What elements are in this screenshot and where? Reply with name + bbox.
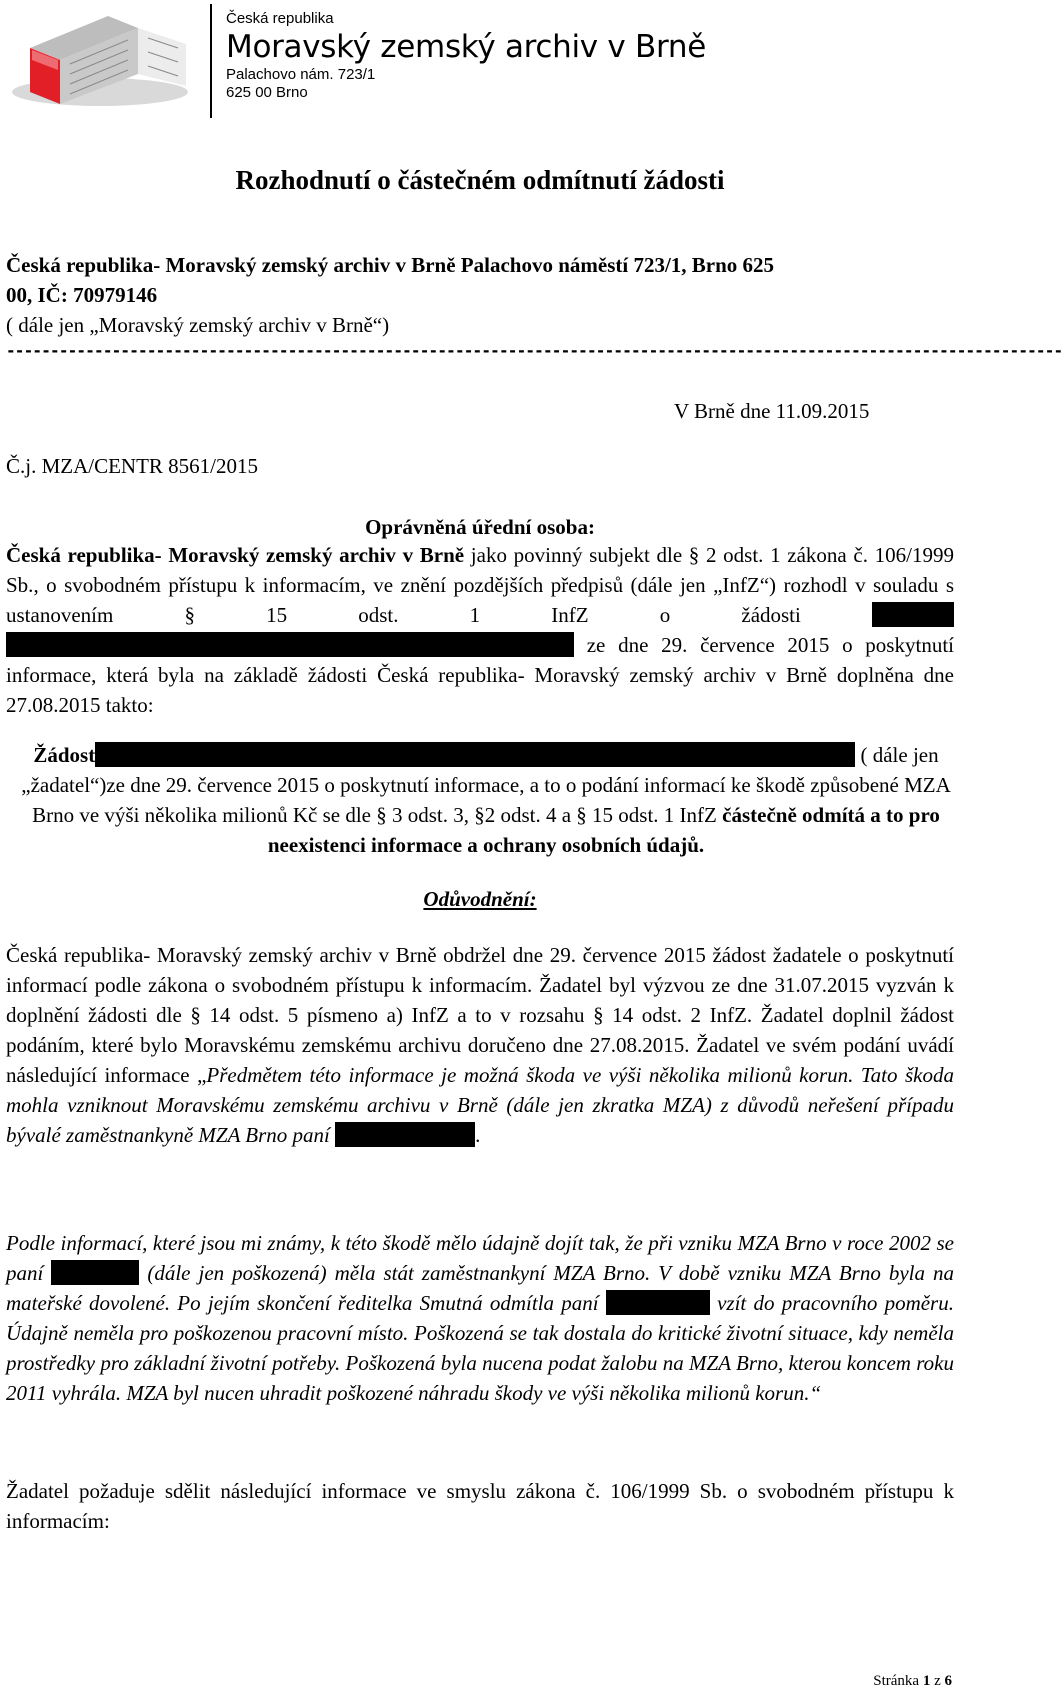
- header-country: Česká republika: [226, 10, 334, 27]
- header-text: [226, 10, 706, 102]
- authorized-subject: Česká republika- Moravský zemský archiv v Brně: [6, 543, 465, 567]
- reasoning-text-end: .: [475, 1123, 481, 1147]
- issuer-line2: 00, IČ: 70979146: [6, 283, 158, 307]
- authorized-heading: Oprávněná úřední osoba:: [365, 515, 595, 539]
- decision-text: ( dále jen „žadatel“)ze dne 29. července 2015 o poskytnutí informace, a to o podání informací ke škodě způsobené MZA Brno ve výši několika milionů Kč se dle § 3 odst. 3, §2 odst. 4 a § 15 odst. 1 InfZ: [21, 743, 951, 827]
- header-divider: [210, 4, 212, 118]
- quote-text-c: vzít do pracovního poměru. Údajně neměla pro poškozenou pracovní místo. Poškozená se tak dostala do kritické životní situace, kdy neměla prostředky pro základní životní potřeby. Poškozená byla nucena podat žalobu na MZA Brno, kterou koncem roku 2011 vyhrála. MZA byl nucen uhradit poškozené náhradu škody ve výši několika milionů korun.“: [6, 1291, 954, 1405]
- quote-paragraph: [6, 1228, 954, 1408]
- reasoning-quote-start: Předmětem této informace je možná škoda ve výši několika milionů korun. Tato škoda mohla vzniknout Moravskému zemskému archivu v Brně (dále jen zkratka MZA) z důvodů neřešení případu bývalé zaměstnankyně MZA Brno paní: [6, 1063, 954, 1147]
- decision-label: Žádost: [33, 743, 96, 767]
- header-institution: Moravský zemský archiv v Brně: [226, 29, 706, 65]
- decision-paragraph: [18, 740, 954, 860]
- decision-conclusion: částečně odmítá a to pro neexistenci informace a ochrany osobních údajů.: [267, 803, 940, 857]
- header-address-line1: Palachovo nám. 723/1: [226, 66, 376, 83]
- redaction-block: [872, 602, 954, 627]
- page-total: 6: [944, 1673, 952, 1689]
- separator-line: ------------------------------------------------------------------------------------------------------------------------: [6, 341, 1062, 360]
- date-line: V Brně dne 11.09.2015: [674, 399, 870, 423]
- reasoning-text: Česká republika- Moravský zemský archiv v Brně obdržel dne 29. července 2015 žádost žadatele o poskytnutí informací podle zákona o svobodném přístupu k informacím. Žadatel byl výzvou ze dne 31.07.2015 vyzván k doplnění žádosti dle § 14 odst. 5 písmeno a) InfZ a to v rozsahu § 14 odst. 2 InfZ. Žadatel doplnil žádost podáním, které bylo Moravskému zemskému archivu doručeno dne 27.08.2015. Žadatel ve svém podání uvádí následující informace „: [6, 943, 954, 1087]
- page-label: Stránka: [873, 1673, 923, 1689]
- reasoning-heading: Odůvodnění:: [423, 887, 537, 911]
- redaction-block: [51, 1260, 139, 1285]
- document-title: Rozhodnutí o částečném odmítnutí žádosti: [235, 165, 725, 195]
- authorized-paragraph: [6, 540, 954, 720]
- request-paragraph: Žadatel požaduje sdělit následující informace ve smyslu zákona č. 106/1999 Sb. o svobodném přístupu k informacím:: [6, 1479, 954, 1533]
- quote-text-a: Podle informací, které jsou mi známy, k této škodě mělo údajně dojít tak, že při vzniku MZA Brno v roce 2002 se paní: [6, 1231, 954, 1285]
- redaction-block: [6, 632, 574, 657]
- issuer-line1: Česká republika- Moravský zemský archiv v Brně Palachovo náměstí 723/1, Brno 625: [6, 253, 775, 277]
- redaction-block: [606, 1290, 710, 1315]
- page-current: 1: [922, 1673, 931, 1689]
- authorized-law: 106/1999 Sb.: [6, 543, 954, 597]
- redaction-block: [335, 1122, 475, 1147]
- authorized-text3: ze dne 29. července 2015 o poskytnutí informace, která byla na základě žádosti Česká republika- Moravský zemský archiv v Brně doplněna dne 27.08.2015 takto:: [6, 633, 954, 717]
- quote-text-b: (dále jen poškozená) měla stát zaměstnankyní MZA Brno. V době vzniku MZA Brno byla na mateřské dovolené. Po jejím skončení ředitelka Smutná odmítla paní: [6, 1261, 954, 1315]
- issuer-alias-plain: ( dále jen: [6, 313, 90, 337]
- reasoning-paragraph: [6, 940, 954, 1150]
- page-sep: z: [930, 1673, 945, 1689]
- reference-number: Č.j. MZA/CENTR 8561/2015: [6, 454, 259, 478]
- authorized-text2: , o svobodném přístupu k informacím, ve znění pozdějších předpisů (dále jen „InfZ“) rozhodl v souladu s ustanovením § 15 odst. 1 InfZ o žádosti: [6, 573, 954, 627]
- issuer-alias: [6, 310, 954, 340]
- header-address-line2: 625 00 Brno: [226, 84, 308, 101]
- issuer-alias-name: „Moravský zemský archiv v Brně“): [89, 313, 390, 337]
- redaction-block: [95, 742, 855, 767]
- issuer-block: [6, 250, 954, 340]
- authorized-text1: jako povinný subjekt dle § 2 odst. 1 zákona č.: [464, 543, 875, 567]
- archive-building-logo-icon: [8, 8, 198, 108]
- page-number: [873, 1672, 952, 1690]
